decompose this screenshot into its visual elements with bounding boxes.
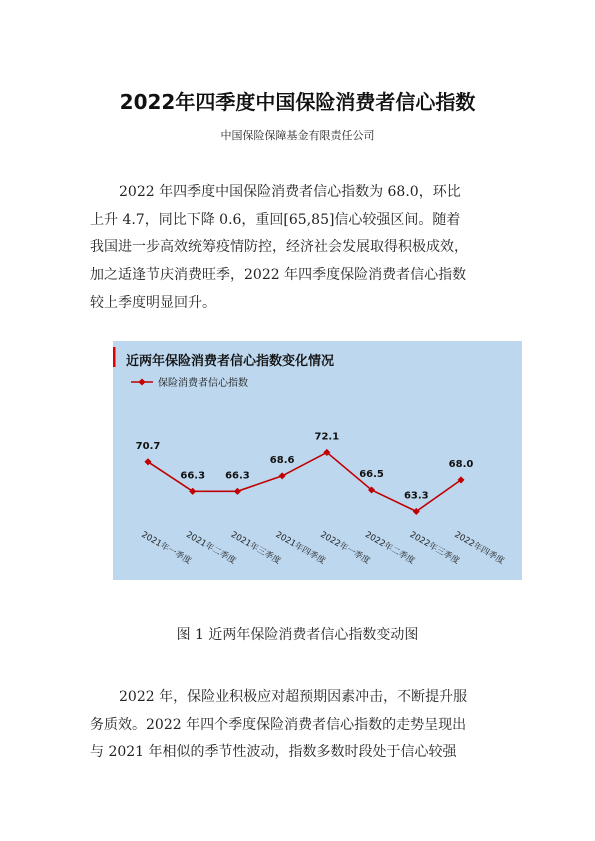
chart-title: 近两年保险消费者信心指数变化情况 <box>126 354 335 369</box>
x-tick-label: 2021年四季度 <box>273 529 327 567</box>
paragraph-line: 2022 年四季度中国保险消费者信心指数为 68.0，环比 <box>119 184 461 200</box>
data-label: 66.5 <box>359 468 384 480</box>
x-tick-label: 2021年一季度 <box>139 529 193 567</box>
data-point <box>279 472 286 479</box>
x-tick-label: 2021年三季度 <box>228 529 283 567</box>
x-tick-label: 2022年一季度 <box>318 529 372 567</box>
paragraph-intro <box>90 179 512 318</box>
data-label: 70.7 <box>135 440 161 452</box>
paragraph-line: 我国进一步高效统筹疫情防控，经济社会发展取得积极成效， <box>90 239 468 256</box>
paragraph-line: 2022 年，保险业积极应对超预期因素冲击，不断提升服 <box>119 689 468 705</box>
paragraph-line: 务质效。2022 年四个季度保险消费者信心指数的走势呈现出 <box>90 716 467 733</box>
paragraph-analysis <box>90 684 512 767</box>
chart-accent-bar <box>113 347 116 367</box>
x-tick-label: 2022年三季度 <box>407 529 461 567</box>
document-title: 2022年四季度中国保险消费者信心指数 <box>119 90 476 114</box>
data-label: 68.0 <box>448 458 474 470</box>
series-line <box>148 452 461 511</box>
paragraph-line: 上升 4.7，同比下降 0.6，重回[65,85]信心较强区间。随着 <box>90 211 461 228</box>
paragraph-line: 加之适逢节庆消费旺季，2022 年四季度保险消费者信心指数 <box>90 267 467 284</box>
figure-caption: 图 1 近两年保险消费者信心指数变动图 <box>176 627 419 643</box>
document-subtitle: 中国保险保障基金有限责任公司 <box>220 129 375 142</box>
legend-label: 保险消费者信心指数 <box>158 378 248 389</box>
x-tick-label: 2022年二季度 <box>363 529 417 567</box>
data-point <box>234 488 241 495</box>
legend-marker <box>138 378 145 385</box>
data-label: 72.1 <box>314 431 340 443</box>
confidence-index-chart <box>113 341 522 580</box>
x-tick-label: 2022年四季度 <box>452 529 506 567</box>
paragraph-line: 与 2021 年相似的季节性波动，指数多数时段处于信心较强 <box>90 744 457 761</box>
data-label: 66.3 <box>225 470 250 482</box>
data-label: 68.6 <box>269 454 295 466</box>
chart-canvas <box>113 341 522 580</box>
x-tick-label: 2021年二季度 <box>184 529 238 567</box>
paragraph-line: 较上季度明显回升。 <box>90 294 216 311</box>
plot-area <box>136 431 507 566</box>
data-label: 63.3 <box>403 490 429 502</box>
data-label: 66.3 <box>180 470 206 482</box>
